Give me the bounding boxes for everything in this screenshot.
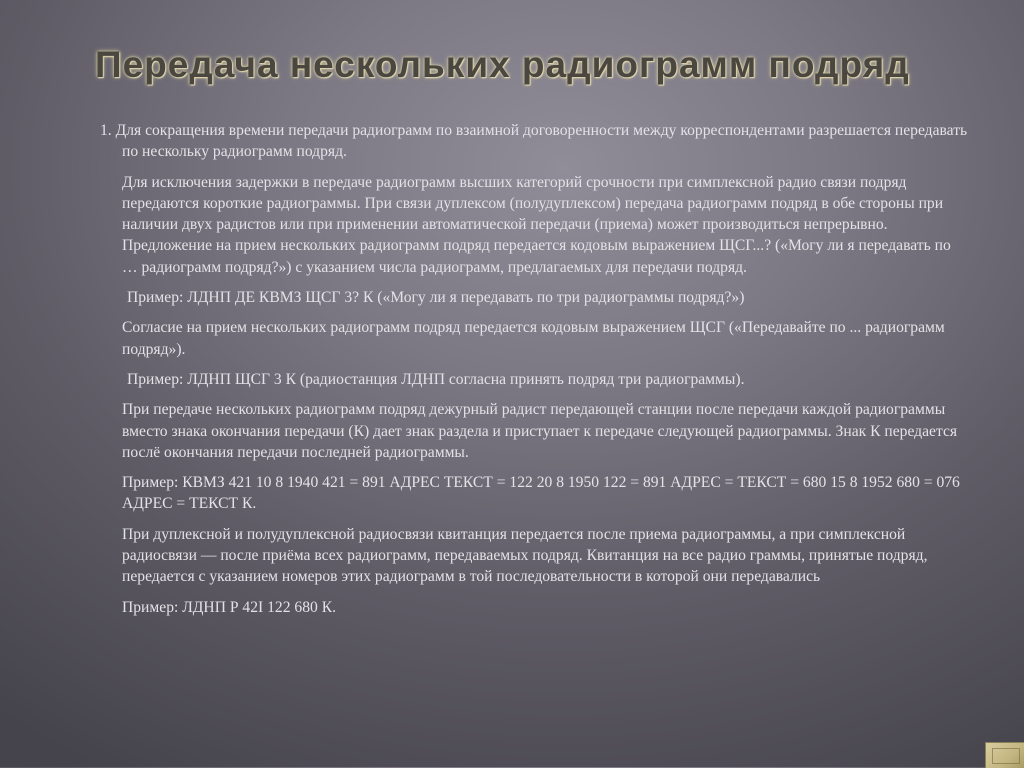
paragraph-example-4: Пример: ЛДНП Р 42I 122 680 К. (122, 598, 336, 616)
paragraph-5: При дуплексной и полудуплексной радиосвязи квитанция передается после приема радиограммы, а при симплексной радиосвязи — после приёма всех радиограмм, передаваемых подряд. Квитанция на все радио граммы, принятые подряд, передается с указанием номеров этих радиограмм в той последовательности в которой они передавались (122, 525, 928, 586)
paragraph-1: 1. Для сокращения времени передачи радиограмм по взаимной договоренности между корреспондентами разрешается передавать по нескольку радиограмм подряд. (100, 122, 968, 161)
slide-body (100, 120, 970, 627)
paragraph-example-2: Пример: ЛДНП ЩСГ 3 К (радиостанция ЛДНП согласна принять подряд три радиограммы). (127, 370, 745, 388)
slide-title: Передача нескольких радиограмм подряд (95, 44, 910, 85)
slide-corner-decoration (985, 742, 1024, 768)
paragraph-example-1: Пример: ЛДНП ДЕ КВМЗ ЩСГ 3? К («Могу ли я передавать по три радиограммы подряд?») (127, 289, 745, 307)
paragraph-example-3: Пример: КВМЗ 421 10 8 1940 421 = 891 АДРЕС ТЕКСТ = 122 20 8 1950 122 = 891 АДРЕС = ТЕКСТ = 680 15 8 1952 680 = 076 АДРЕС = ТЕКСТ К. (122, 474, 960, 513)
paragraph-3: Согласие на прием нескольких радиограмм подряд передается кодовым выражением ЩСГ («Передавайте по ... радиограмм подряд»). (122, 319, 945, 358)
paragraph-2: Для исключения задержки в передаче радиограмм высших категорий срочности при симплексной радио связи подряд передаются короткие радиограммы. При связи дуплексом (полудуплексом) передача радиограмм подряд в обе стороны при наличии двух радистов или при применении автоматической передачи (приема) может производиться непрерывно. Предложение на прием нескольких радиограмм подряд передается кодовым выражением ЩСГ...? («Могу ли я передавать по … радиограмм подряд?») с указанием числа радиограмм, предлагаемых для передачи подряд. (122, 173, 951, 276)
paragraph-4: При передаче нескольких радиограмм подряд дежурный радист передающей станции после передачи каждой радиограммы вместо знака окончания передачи (К) дает знак раздела и приступает к передаче следующей радиограммы. Знак К передается послё окончания передачи последней радиограммы. (122, 401, 958, 461)
